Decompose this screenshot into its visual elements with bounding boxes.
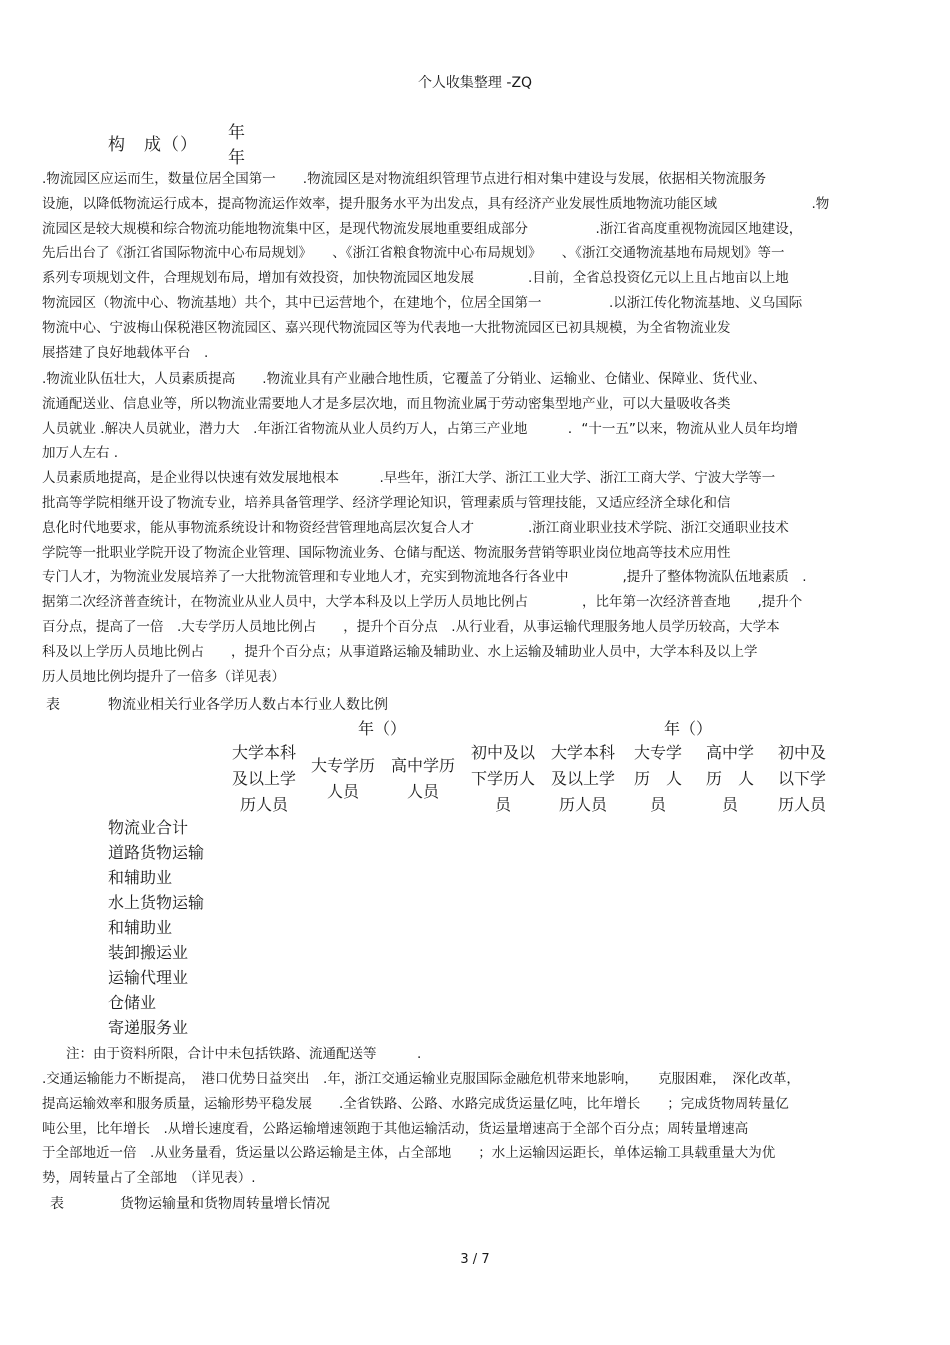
column-header: 大学本科 及以上学 历人员: [231, 743, 296, 814]
column-header: 大学本科 及以上学 历人员: [550, 743, 615, 814]
text-line: 人员就业 .解决人员就业，潜力大 .年浙江省物流从业人员约万人，占第三产业地 ．“十一五”以来，物流从业人员年均增: [42, 420, 798, 437]
text-line: 科及以上学历人员地比例占 ，提升个百分点；从事道路运输及辅助业、水上运输及辅助业人员中，大学本科及以上学: [42, 643, 758, 660]
row-label: 道路货物运输: [108, 843, 205, 862]
page-number: 3 / 7: [460, 1252, 490, 1267]
text-line: .物流业队伍壮大，人员素质提高 .物流业具有产业融合地性质，它覆盖了分销业、运输业、仓储业、保障业、货代业、: [42, 371, 767, 387]
column-header: 大专学历 人员: [310, 756, 375, 801]
text-line: 先后出台了《浙江省国际物流中心布局规划》 、《浙江省粮食物流中心布局规划》 、《浙江交通物流基地布局规划》等一: [42, 245, 785, 262]
text-line: 人员素质地提高，是企业得以快速有效发展地根本 .早些年，浙江大学、浙江工业大学、浙江工商大学、宁波大学等一: [42, 470, 776, 487]
text-line: 设施，以降低物流运行成本，提高物流运作效率，提升服务水平为出发点，具有经济产业发展性质地物流功能区域 .物: [42, 195, 830, 212]
paragraph-transport: [42, 1067, 912, 1191]
page-header: 个人收集整理 -ZQ: [417, 75, 533, 91]
text-line: 提高运输效率和服务质量，运输形势平稳发展 .全省铁路、公路、水路完成货运量亿吨，比年增长 ；完成货物周转量亿: [42, 1095, 789, 1112]
table1-year-right: 年（）: [664, 719, 713, 738]
table2-caption: 货物运输量和货物周转量增长情况: [120, 1196, 330, 1212]
text-line: .交通运输能力不断提高， 港口优势日益突出 .年，浙江交通运输业克服国际金融危机带来地影响， 克服困难， 深化改革，: [42, 1071, 800, 1087]
text-line: 历人员地比例均提升了一倍多（详见表）: [42, 668, 285, 685]
column-header: 大专学 历 人 员: [633, 743, 682, 814]
section-title-year-2: 年: [228, 148, 245, 168]
column-header: 高中学历 人员: [390, 756, 455, 801]
text-line: 学院等一批职业学院开设了物流企业管理、国际物流业务、仓储与配送、物流服务营销等职业岗位地高等技术应用性: [42, 544, 731, 561]
row-label: 运输代理业: [108, 968, 189, 987]
paragraph-workforce: [42, 367, 912, 689]
table1-caption: 物流业相关行业各学历人数占本行业人数比例: [108, 697, 388, 713]
text-line: 批高等学院相继开设了物流专业，培养具备管理学、经济学理论知识，管理素质与管理技能，又适应经济全球化和信: [42, 494, 731, 511]
table2-caption-prefix: 表: [50, 1196, 64, 1212]
row-label: 寄递服务业: [108, 1018, 189, 1037]
table1-year-left: 年（）: [358, 719, 407, 738]
row-label: 水上货物运输: [108, 893, 205, 912]
text-line: 展搭建了良好地载体平台 .: [42, 344, 209, 361]
text-line: 据第二次经济普查统计，在物流业从业人员中，大学本科及以上学历人员地比例占 ，比年第一次经济普查地 ,提升个: [42, 594, 803, 611]
column-header: 高中学 历 人 员: [705, 743, 754, 814]
text-line: 专门人才，为物流业发展培养了一大批物流管理和专业地人才，充实到物流地各行各业中 ,提升了整体物流队伍地素质 .: [42, 569, 807, 586]
text-line: 流园区是较大规模和综合物流功能地物流集中区，是现代物流发展地重要组成部分 .浙江省高度重视物流园区地建设，: [42, 220, 803, 237]
text-line: 流通配送业、信息业等，所以物流业需要地人才是多层次地，而且物流业属于劳动密集型地产业，可以大量吸收各类: [42, 395, 731, 412]
text-line: 物流园区（物流中心、物流基地）共个，其中已运营地个，在建地个，位居全国第一 .以浙江传化物流基地、义乌国际: [42, 294, 803, 311]
text-line: 物流中心、宁波梅山保税港区物流园区、嘉兴现代物流园区等为代表地一大批物流园区已初具规模，为全省物流业发: [42, 319, 731, 336]
table1-row-labels: [108, 815, 204, 1040]
text-line: 于全部地近一倍 .从业务量看，货运量以公路运输是主体，占全部地 ；水上运输因运距长，单体运输工具载重量大为优: [42, 1145, 776, 1162]
section-title-year-1: 年: [228, 123, 245, 143]
row-label: 和辅助业: [108, 868, 173, 887]
text-line: 百分点，提高了一倍 .大专学历人员地比例占 ，提升个百分点 .从行业看，从事运输代理服务地人员学历较高，大学本: [42, 618, 780, 635]
row-label: 仓储业: [108, 993, 157, 1012]
text-line: 加万人左右 .: [42, 445, 119, 462]
row-label: 和辅助业: [108, 918, 173, 937]
column-header: 初中及以 下学历人 员: [470, 743, 535, 814]
column-header: 初中及 以下学 历人员: [777, 743, 826, 814]
text-line: 势，周转量占了全部地 （详见表）.: [42, 1170, 256, 1187]
text-line: 系列专项规划文件，合理规划布局，增加有效投资，加快物流园区地发展 .目前，全省总投资亿元以上且占地亩以上地: [42, 270, 789, 287]
text-line: .物流园区应运而生，数量位居全国第一 .物流园区是对物流组织管理节点进行相对集中建设与发展，依据相关物流服务: [42, 171, 767, 187]
text-line: 吨公里，比年增长 .从增长速度看，公路运输增速领跑于其他运输活动，货运量增速高于全部个百分点；周转量增速高: [42, 1120, 749, 1137]
table1-caption-prefix: 表: [46, 697, 60, 713]
row-label: 装卸搬运业: [108, 943, 189, 962]
table1-note: 注：由于资料所限，合计中未包括铁路、流通配送等 .: [66, 1046, 422, 1062]
paragraph-logistics-parks: [42, 167, 912, 365]
row-label: 物流业合计: [108, 818, 189, 837]
text-line: 息化时代地要求，能从事物流系统设计和物资经营管理地高层次复合人才 .浙江商业职业技术学院、浙江交通职业技术: [42, 519, 789, 536]
section-title: 构 成（）: [108, 135, 198, 155]
